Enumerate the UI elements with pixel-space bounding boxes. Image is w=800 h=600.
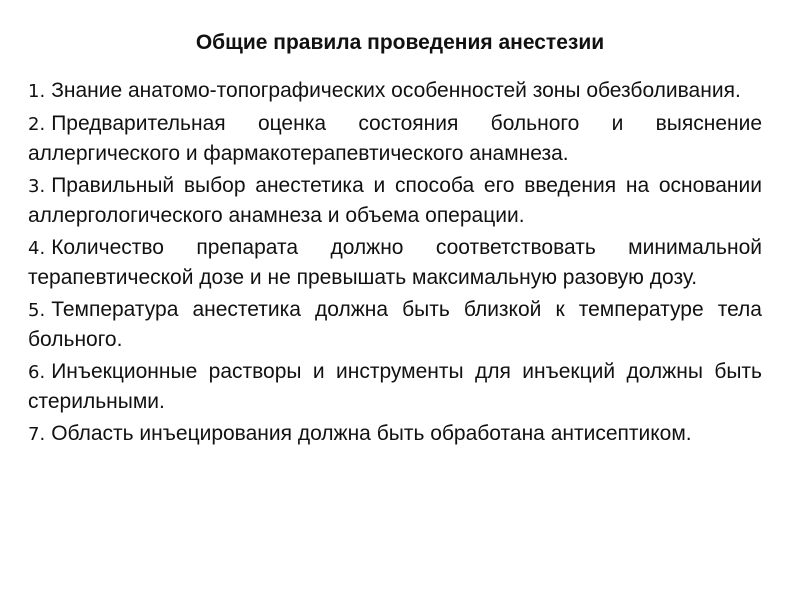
rule-item bbox=[28, 109, 762, 168]
rule-text: Температура анестетика должна быть близкой к температуре тела больного. bbox=[28, 298, 762, 351]
rule-number: 4. bbox=[28, 238, 46, 259]
rules-list bbox=[28, 76, 762, 452]
rule-text: Количество препарата должно соответствовать минимальной терапевтической дозе и не превышать максимальную разовую дозу. bbox=[28, 236, 762, 289]
rule-text: Инъекционные растворы и инструменты для инъекций должны быть стерильными. bbox=[28, 360, 762, 413]
rule-number: 6. bbox=[28, 362, 46, 383]
rule-text: Правильный выбор анестетика и способа его введения на основании аллергологического анамнеза и объема операции. bbox=[28, 174, 762, 227]
rule-text: Предварительная оценка состояния больного и выяснение аллергического и фармакотерапевтического анамнеза. bbox=[28, 112, 762, 165]
rule-number: 3. bbox=[28, 176, 46, 197]
rule-item bbox=[28, 171, 762, 230]
rule-text: Область инъецирования должна быть обработана антисептиком. bbox=[51, 422, 692, 445]
rule-item bbox=[28, 295, 762, 354]
rule-number: 5. bbox=[28, 300, 46, 321]
rule-item bbox=[28, 76, 762, 106]
rule-item bbox=[28, 357, 762, 416]
rule-number: 2. bbox=[28, 114, 46, 135]
rule-item bbox=[28, 419, 762, 449]
rule-text: Знание анатомо-топографических особенностей зоны обезболивания. bbox=[51, 79, 741, 102]
rule-number: 7. bbox=[28, 424, 46, 445]
rule-number: 1. bbox=[28, 81, 46, 102]
rule-item bbox=[28, 233, 762, 292]
slide-title: Общие правила проведения анестезии bbox=[195, 31, 605, 54]
